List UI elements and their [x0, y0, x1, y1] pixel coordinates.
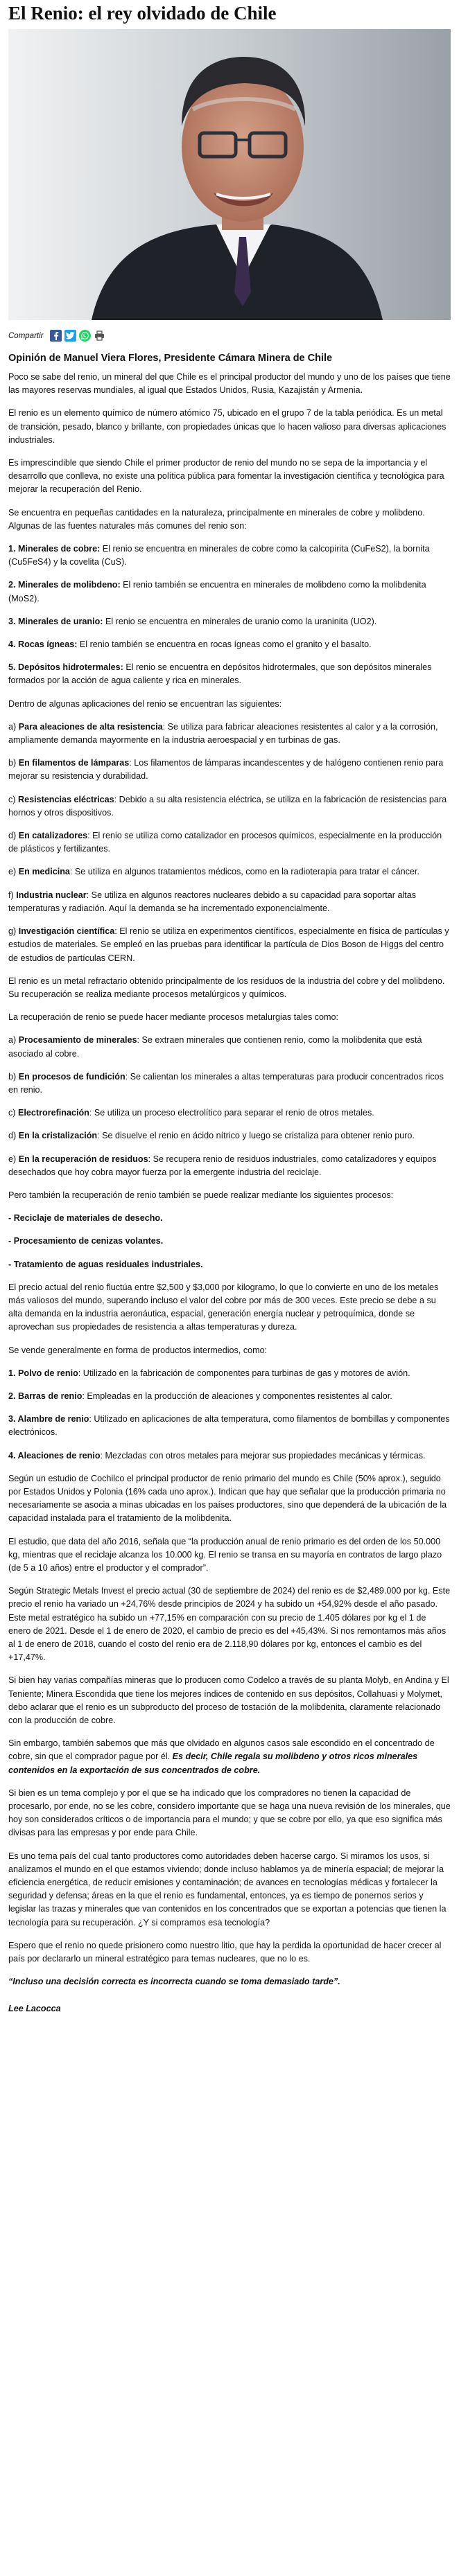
- share-label: Compartir: [8, 331, 44, 340]
- source-item-5: [8, 661, 451, 687]
- analysis-emphasis: Es decir, Chile regala su molibdeno y otros ricos minerales contenidos en la exportación de sus concentrados de cobre.: [8, 1752, 418, 1775]
- application-text: : Los filamentos de lámparas incandescentes y de halógeno contienen renio para mejorar su resistencia y durabilidad.: [8, 758, 444, 782]
- list-prefix: d): [8, 831, 19, 841]
- application-item-d: [8, 829, 451, 856]
- source-item-3: [8, 615, 451, 628]
- recovery-list-item-3: - Tratamiento de aguas residuales industriales.: [8, 1259, 203, 1269]
- article-page: [0, 1, 459, 2030]
- application-text: : Debido a su alta resistencia eléctrica, se utiliza en la fabricación de resistencias para hornos y otros dispositivos.: [8, 794, 447, 818]
- analysis-paragraph-6: Si bien es un tema complejo y por el que se ha indicado que los compradores no tienen la capacidad de procesarlo, por ende, no se les cobre, considero importante que se haga una nueva revisión de los minerales, que hoy son considerados críticos o de importancia para el mundo; y que se cobre por ello, ya que eso significa más divisas para las empresas y por ende para Chile.: [8, 1788, 451, 1838]
- intro-paragraph-4: Se encuentra en pequeñas cantidades en la naturaleza, principalmente en minerales de cobre y molibdeno. Algunas de las fuentes naturales más comunes del renio son:: [8, 507, 425, 531]
- article-title: El Renio: el rey olvidado de Chile: [8, 3, 277, 24]
- source-item-label: 2. Minerales de molibdeno:: [8, 580, 121, 590]
- source-item-text: El renio también se encuentra en rocas ígneas como el granito y el basalto.: [77, 639, 372, 650]
- analysis-paragraph-1: Según un estudio de Cochilco el principal productor de renio primario del mundo es Chile (50% aprox.), seguido por Estados Unidos y Polonia (16% cada uno aprox.). Indican que hay que señalar que la producción primaria no necesariamente se asocia a minas ubicadas en los países productores, sino que dependerá de la ubicación de la capacidad instalada para el tratamiento de la molibdenita.: [8, 1473, 447, 1524]
- source-item-label: 3. Minerales de uranio:: [8, 616, 103, 626]
- source-item-2: [8, 579, 451, 605]
- quote-signature: Lee Lacocca: [8, 2004, 61, 2014]
- recovery-method-a: [8, 1034, 451, 1060]
- recovery-paragraph-3: Pero también la recuperación de renio también se puede realizar mediante los siguientes procesos:: [8, 1190, 394, 1200]
- recovery-method-c: [8, 1106, 451, 1120]
- application-label: Investigación científica: [18, 926, 115, 937]
- author-line: Opinión de Manuel Viera Flores, Presidente Cámara Minera de Chile: [8, 353, 333, 364]
- application-item-c: [8, 793, 451, 820]
- list-prefix: b): [8, 1071, 19, 1082]
- print-icon: [94, 330, 105, 341]
- share-bar: [8, 330, 451, 342]
- application-text: : El renio se utiliza como catalizador en procesos químicos, especialmente en la producción de plásticos y fertilizantes.: [8, 831, 442, 854]
- application-label: Para aleaciones de alta resistencia: [18, 721, 163, 732]
- product-label: 1. Polvo de renio: [8, 1368, 78, 1378]
- product-label: 2. Barras de renio: [8, 1391, 83, 1401]
- list-prefix: f): [8, 890, 17, 900]
- application-label: En catalizadores: [18, 831, 88, 841]
- method-label: En la cristalización: [18, 1131, 98, 1141]
- product-text: : Utilizado en la fabricación de componentes para turbinas de gas y motores de avión.: [78, 1368, 410, 1378]
- author-photo: [8, 29, 451, 320]
- application-label: Industria nuclear: [16, 890, 87, 900]
- method-label: En procesos de fundición: [18, 1071, 125, 1082]
- method-text: : Se recupera renio de residuos industriales, como catalizadores y equipos desechados que hoy cobra mayor fuerza por la emergente industria del reciclaje.: [8, 1154, 437, 1177]
- application-text: : El renio se utiliza en experimentos científicos, especialmente en física de partículas y estudios de materiales. Se empleó en las pruebas para identificar la partícula de Dios Boson de Higgs del centro de estudios de partículas CERN.: [8, 926, 449, 963]
- recovery-paragraph-1: El renio es un metal refractario obtenido principalmente de los residuos de la industria del cobre y del molibdeno. Su recuperación se realiza mediante procesos metalúrgicos y químicos.: [8, 976, 445, 999]
- twitter-icon: [66, 332, 75, 339]
- application-item-f: [8, 889, 451, 915]
- application-item-a: [8, 721, 451, 747]
- quote-text: “Incluso una decisión correcta es incorrecta cuando se toma demasiado tarde”.: [8, 1977, 340, 1987]
- application-label: Resistencias eléctricas: [18, 794, 114, 804]
- analysis-paragraph-7: Es uno tema país del cual tanto productores como autoridades deben hacerse cargo. Si miramos los usos, si analizamos el mundo en el que estamos viviendo; donde incluso hablamos ya de minería espacial; de mejorar la eficiencia energética, de reducir emisiones y contaminación; de avances en tecnologías médicas y fortalecer la seguridad y defensa; áreas en la que el renio es fundamental, entonces, ya es tiempo de ponernos serios y legislar las trazas y minerales que van contenidos en los concentrados que se exportan a potencias que tienen la tecnología para su recuperación. ¿Y si compramos esa tecnología?: [8, 1851, 447, 1927]
- intro-paragraph-2: El renio es un elemento químico de número atómico 75, ubicado en el grupo 7 de la tabla periódica. Es un metal de transición, pesado, blanco y brillante, con propiedades únicas que lo hacen valioso para diversas aplicaciones industriales.: [8, 408, 447, 445]
- analysis-paragraph-5: [8, 1737, 451, 1777]
- method-label: Electrorefinación: [18, 1108, 89, 1118]
- application-text: : Se utiliza en algunos tratamientos médicos, como en la radioterapia para tratar el cáncer.: [69, 867, 419, 877]
- method-text: : Se extraen minerales que contienen renio, como la molibdenita que está asociado al cobre.: [8, 1035, 422, 1059]
- list-prefix: a): [8, 1035, 19, 1046]
- method-text: : Se utiliza un proceso electrolítico para separar el renio de otros metales.: [89, 1108, 374, 1118]
- facebook-icon: [52, 331, 60, 340]
- intro-paragraph-1: Poco se sabe del renio, un mineral del que Chile es el principal productor del mundo y uno de los países que tiene las mayores reservas mundiales, al igual que Estados Unidos, Rusia, Kazajistán y Armenia.: [8, 372, 451, 396]
- list-prefix: c): [8, 794, 18, 804]
- product-text: : Empleadas en la producción de aleaciones y componentes resistentes al calor.: [82, 1391, 392, 1401]
- source-item-label: 5. Depósitos hidrotermales:: [8, 662, 123, 673]
- method-text: : Se disuelve el renio en ácido nítrico y luego se cristaliza para obtener renio puro.: [97, 1131, 415, 1141]
- application-label: En medicina: [18, 867, 70, 877]
- product-item-1: [8, 1367, 451, 1380]
- applications-intro: Dentro de algunas aplicaciones del renio se encuentran las siguientes:: [8, 698, 282, 709]
- list-prefix: b): [8, 758, 19, 768]
- application-item-e: [8, 865, 451, 879]
- recovery-method-b: [8, 1070, 451, 1097]
- list-prefix: c): [8, 1108, 18, 1118]
- product-text: : Utilizado en aplicaciones de alta temperatura, como filamentos de bombillas y componentes electrónicos.: [8, 1414, 450, 1438]
- author-portrait-image: [8, 29, 451, 320]
- application-label: En filamentos de lámparas: [18, 758, 130, 768]
- price-paragraph-1: El precio actual del renio fluctúa entre $2,500 y $3,000 por kilogramo, lo que lo convierte en uno de los metales más valiosos del mundo, superando incluso el valor del cobre por más de 300 veces. Este precio se debe a su alta demanda en la industria aeronáutica, espacial, generación energía nuclear y petroquímica, donde se aprovechan sus propiedades de resistencia a altas temperaturas y dureza.: [8, 1282, 439, 1332]
- application-item-b: [8, 757, 451, 783]
- price-paragraph-2: Se vende generalmente en forma de productos intermedios, como:: [8, 1345, 268, 1355]
- method-label: En la recuperación de residuos: [18, 1154, 148, 1164]
- recovery-method-d: [8, 1129, 451, 1143]
- analysis-paragraph-2: El estudio, que data del año 2016, señala que “la producción anual de renio primario es del orden de los 50.000 kg, mientras que el reciclaje alcanza los 10.000 kg. El renio se transa en su mayoría en contratos de largo plazo (de 5 a 10 años) entre el productor y el comprador”.: [8, 1536, 442, 1573]
- source-item-1: [8, 542, 451, 569]
- method-label: Procesamiento de minerales: [18, 1035, 137, 1046]
- list-prefix: e): [8, 867, 19, 877]
- print-button[interactable]: [94, 330, 105, 342]
- analysis-paragraph-3: Según Strategic Metals Invest el precio actual (30 de septiembre de 2024) del renio es de $2,489.000 por kg. Este precio el renio ha variado un +24,76% desde principios de 2024 y ha subido un +54,92% desde el año pasado. Este metal estratégico ha subido un +77,15% en comparación con su precio de 1.405 dólares por kg el 1 de enero de 2021. Desde el 1 de enero de 2020, el cambio de precio es del +45,43%. Si nos remontamos más años al 1 de enero de 2018, cuando el costo del renio era de 2.118,90 dólares por kg, entonces el cambio es del +17,47%.: [8, 1586, 451, 1663]
- list-prefix: d): [8, 1131, 19, 1141]
- recovery-list-item-1: - Reciclaje de materiales de desecho.: [8, 1213, 163, 1224]
- closing-quote: [8, 1975, 451, 1988]
- product-item-3: [8, 1413, 451, 1439]
- analysis-paragraph-8: Espero que el renio no quede prisionero como nuestro litio, que hay la perdida la oportunidad de hacer crecer al país por declararlo un mineral estratégico para temas nucleares, que no lo es.: [8, 1940, 442, 1964]
- list-prefix: g): [8, 926, 19, 937]
- application-item-g: [8, 925, 451, 965]
- method-text: : Se calientan los minerales a altas temperaturas para producir concentrados ricos en renio.: [8, 1071, 444, 1095]
- recovery-paragraph-2: La recuperación de renio se puede hacer mediante procesos metalurgias tales como:: [8, 1012, 339, 1023]
- recovery-method-e: [8, 1153, 451, 1179]
- source-item-text: El renio se encuentra en minerales de cobre como la calcopirita (CuFeS2), la bornita (Cu5FeS4) y la covelita (CuS).: [8, 544, 430, 567]
- source-item-4: [8, 638, 451, 651]
- source-item-label: 1. Minerales de cobre:: [8, 544, 101, 554]
- application-text: : Se utiliza para fabricar aleaciones resistentes al calor y a la corrosión, ampliamente demanda mayormente en la industria aeroespacial y en turbinas de gas.: [8, 721, 438, 746]
- facebook-share-button[interactable]: [50, 330, 62, 342]
- intro-paragraph-3: Es imprescindible que siendo Chile el primer productor de renio del mundo no se sepa de la importancia y el desarrollo que conlleva, no existe una política pública para fomentar la investigación científica y tecnológica para mejorar la recuperación del Renio.: [8, 458, 444, 495]
- analysis-text: Sin embargo, también sabemos que más que olvidado en algunos casos sale escondido en el concentrado de cobre, sin que el comprador pague por él.: [8, 1738, 435, 1762]
- source-item-text: El renio se encuentra en minerales de uranio como la uraninita (UO2).: [103, 616, 377, 626]
- product-text: : Mezcladas con otros metales para mejorar sus propiedades mecánicas y térmicas.: [100, 1450, 426, 1461]
- application-text: : Se utiliza en algunos reactores nucleares debido a su capacidad para soportar altas temperaturas y radiación. Aquí la demanda se ha incrementado exponencialmente.: [8, 890, 417, 913]
- source-item-text: El renio también se encuentra en minerales de molibdeno como la molibdenita (MoS2).: [8, 580, 426, 603]
- list-prefix: e): [8, 1154, 19, 1164]
- product-label: 3. Alambre de renio: [8, 1414, 89, 1424]
- product-label: 4. Aleaciones de renio: [8, 1450, 101, 1461]
- analysis-paragraph-4: Si bien hay varias compañías mineras que lo producen como Codelco a través de su planta Molyb, en Andina y El Teniente; Minera Escondida que tiene los mejores índices de contenido en sus depósitos, Collahuasi y Molymet, debo aclarar que el renio es un subproducto del proceso de tostación de la molibdenita, claramente relacionado con la producción de cobre.: [8, 1675, 449, 1726]
- list-prefix: a): [8, 721, 19, 732]
- product-item-4: [8, 1449, 451, 1463]
- source-item-label: 4. Rocas ígneas:: [8, 639, 78, 650]
- whatsapp-share-button[interactable]: [79, 330, 91, 342]
- product-item-2: [8, 1390, 451, 1403]
- twitter-share-button[interactable]: [64, 330, 76, 342]
- source-item-text: El renio se encuentra en depósitos hidrotermales, que son depósitos minerales formados por la acción de agua caliente y rica en minerales.: [8, 662, 432, 686]
- whatsapp-icon: [81, 332, 89, 339]
- recovery-list-item-2: - Procesamiento de cenizas volantes.: [8, 1236, 164, 1246]
